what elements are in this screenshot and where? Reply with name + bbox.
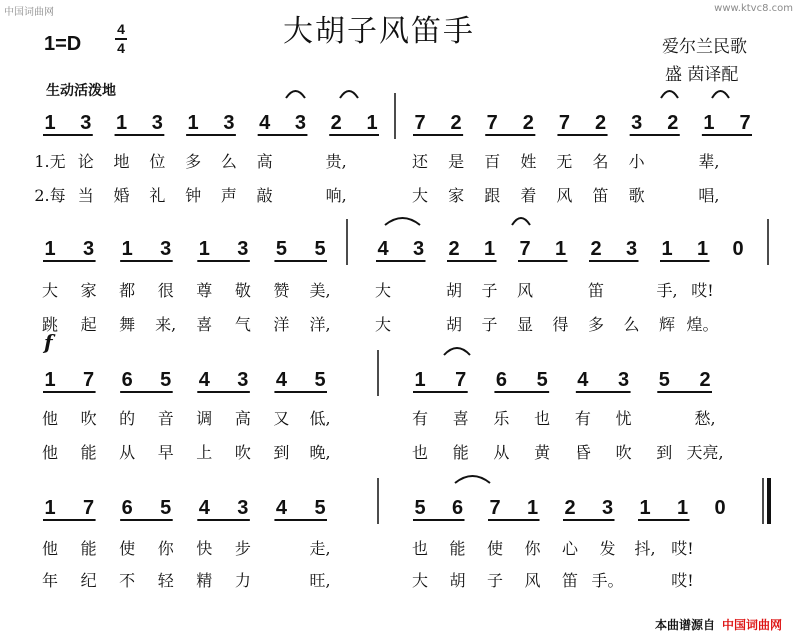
lyric-3-1-v1-2: 吹 (80, 409, 97, 428)
note-3-1-2: 7 (83, 369, 95, 391)
lyric-2-2-v1-1: 大 (374, 281, 392, 300)
note-4-2-1: 5 (414, 497, 426, 519)
lyric-2-1-v2-8: 洋, (309, 315, 331, 334)
lyric-4-1-v1-4: 你 (157, 539, 174, 558)
note-4-1-8: 5 (314, 497, 326, 519)
note-3-1-6: 3 (237, 369, 249, 391)
lyric-3-2-v1-4: 也 (534, 409, 551, 428)
lyric-4-1-v1-2: 能 (80, 539, 97, 558)
lyric-3-1-v2-1: 他 (41, 443, 59, 462)
lyric-4-2-v2-8: 哎! (671, 571, 694, 590)
note-4-1-2: 7 (83, 497, 95, 519)
note-4-2-4: 1 (526, 497, 539, 519)
lyric-3-2-v2-1: 也 (411, 443, 429, 462)
note-2-2-4: 1 (483, 238, 496, 260)
lyric-1-1-v2-9: 响, (325, 186, 347, 205)
lyric-2-1-v1-8: 美, (309, 281, 331, 300)
slur-6 (512, 218, 530, 225)
lyric-4-1-v1-1: 他 (41, 539, 59, 558)
lyric-4-2-v1-5: 心 (561, 539, 579, 558)
lyric-2-2-v1-10: 哎! (691, 281, 714, 300)
lyric-1-1-v1-5: 多 (185, 152, 202, 171)
note-2-2-5: 7 (519, 238, 531, 260)
lyric-2-1-v2-5: 喜 (196, 315, 213, 334)
note-3-1-1: 1 (44, 369, 56, 391)
note-2-2-1: 4 (377, 238, 389, 260)
time-signature-bottom: 4 (117, 40, 125, 56)
note-4-2-2: 6 (451, 497, 464, 519)
note-3-2-8: 2 (699, 369, 711, 391)
lyric-3-2-v1-1: 有 (411, 409, 429, 428)
note-1-1-1: 1 (44, 112, 56, 134)
lyric-3-1-v1-6: 高 (234, 409, 251, 428)
lyric-2-1-v1-7: 赞 (273, 281, 290, 300)
note-2-1-2: 3 (83, 238, 95, 260)
lyric-3-2-v1-5: 有 (574, 409, 591, 428)
note-4-2-8: 1 (676, 497, 689, 519)
note-3-2-7: 5 (658, 369, 670, 391)
dynamic-marking: f (44, 330, 53, 354)
note-1-2-5: 7 (558, 112, 571, 134)
lyric-3-2-v2-6: 吹 (615, 443, 632, 462)
lyric-3-1-v2-4: 早 (157, 443, 174, 462)
lyric-4-1-v2-1: 年 (41, 571, 59, 590)
lyric-3-2-v2-7: 到 (656, 443, 673, 462)
lyric-2-2-v2-8: 么 (623, 315, 640, 334)
lyric-2-2-v2-6: 得 (552, 315, 569, 334)
lyric-1-1-v2-5: 钟 (185, 186, 202, 205)
lyric-2-2-v1-7: 笛 (587, 281, 605, 300)
lyric-1-2-v2-1: 大 (411, 186, 429, 205)
lyric-3-1-v1-3: 的 (119, 409, 136, 428)
lyric-1-2-v1-3: 百 (484, 152, 501, 171)
footer-site: 中国词曲网 (722, 618, 783, 632)
lyric-3-1-v1-1: 他 (41, 409, 59, 428)
note-2-2-10: 1 (696, 238, 709, 260)
song-title: 大胡子风笛手 (283, 14, 475, 49)
note-1-2-2: 2 (450, 112, 462, 134)
lyric-1-2-v2-7: 歌 (628, 186, 645, 205)
lyric-2-2-v2-9: 辉 (658, 315, 676, 334)
note-1-1-5: 1 (187, 112, 199, 134)
note-3-1-3: 6 (121, 369, 133, 391)
lyric-3-1-v2-8: 晚, (309, 443, 331, 462)
note-3-2-4: 5 (536, 369, 548, 391)
slur-2 (340, 91, 358, 98)
lyric-4-1-v2-6: 力 (234, 571, 251, 590)
lyric-4-2-v2-5: 笛 (561, 571, 579, 590)
lyric-2-2-v1-9: 手, (656, 281, 678, 300)
note-3-1-7: 4 (275, 369, 287, 391)
note-3-2-3: 6 (495, 369, 507, 391)
lyric-1-2-v1-5: 无 (556, 152, 573, 171)
lyric-2-1-v1-3: 都 (119, 281, 136, 300)
lyric-1-2-v1-1: 还 (411, 152, 429, 171)
note-1-2-8: 2 (667, 112, 679, 134)
lyric-1-2-v1-9: 辈, (698, 152, 720, 171)
lyric-4-1-v2-4: 轻 (157, 571, 174, 590)
lyric-4-1-v1-6: 步 (234, 539, 251, 558)
note-4-1-6: 3 (237, 497, 249, 519)
lyric-1-2-v1-7: 小 (628, 152, 645, 171)
lyric-3-1-v2-3: 从 (119, 443, 136, 462)
lyric-3-2-v2-4: 黄 (534, 443, 551, 462)
lyric-1-1-v1-2: 论 (77, 152, 94, 171)
lyric-3-1-v1-8: 低, (309, 409, 331, 428)
lyric-1-1-v2-4: 礼 (149, 186, 166, 205)
lyric-2-2-v1-3: 胡 (445, 281, 463, 300)
note-1-1-4: 3 (151, 112, 163, 134)
lyric-1-2-v2-9: 唱, (698, 186, 720, 205)
lyric-2-1-v2-6: 气 (234, 315, 251, 334)
lyric-4-2-v1-7: 抖, (634, 539, 656, 558)
note-2-1-3: 1 (121, 238, 133, 260)
lyric-1-1-v2-6: 声 (220, 186, 237, 205)
lyric-3-1-v1-7: 又 (273, 409, 290, 428)
lyric-1-2-v2-4: 着 (520, 186, 537, 205)
note-3-1-5: 4 (198, 369, 210, 391)
note-2-1-4: 3 (160, 238, 172, 260)
tempo-marking: 生动活泼地 (46, 83, 116, 99)
slur-3 (661, 91, 678, 98)
lyric-3-1-v2-7: 到 (273, 443, 290, 462)
note-2-2-2: 3 (412, 238, 425, 260)
note-2-1-5: 1 (198, 238, 210, 260)
lyric-1-1-v1-6: 么 (220, 152, 237, 171)
lyric-4-2-v1-1: 也 (411, 539, 429, 558)
lyric-4-2-v2-6: 手。 (591, 571, 624, 590)
note-2-2-7: 2 (590, 238, 602, 260)
note-4-1-3: 6 (121, 497, 133, 519)
note-4-2-5: 2 (564, 497, 576, 519)
lyric-4-2-v1-6: 发 (599, 539, 616, 558)
note-1-2-4: 2 (522, 112, 534, 134)
slur-1 (286, 91, 305, 98)
origin-credit: 爱尔兰民歌 (662, 37, 747, 57)
lyric-2-1-v2-7: 洋 (273, 315, 290, 334)
lyric-3-2-v2-8: 天亮, (686, 443, 724, 462)
note-4-1-4: 5 (160, 497, 172, 519)
lyric-4-2-v2-2: 胡 (449, 571, 466, 590)
lyric-2-1-v1-5: 尊 (196, 281, 213, 300)
lyric-2-2-v2-3: 胡 (445, 315, 463, 334)
lyric-1-1-v2-1: 2.每 (34, 186, 66, 205)
note-1-2-9: 1 (703, 112, 715, 134)
note-3-2-5: 4 (577, 369, 589, 391)
lyric-2-1-v2-1: 跳 (41, 315, 59, 334)
lyric-3-1-v2-5: 上 (196, 443, 213, 462)
lyric-2-2-v2-1: 大 (374, 315, 392, 334)
note-1-2-7: 3 (631, 112, 643, 134)
lyric-3-2-v1-2: 喜 (452, 409, 469, 428)
lyric-2-1-v2-3: 舞 (119, 315, 136, 334)
lyric-1-2-v2-2: 家 (448, 186, 465, 205)
lyric-2-2-v2-4: 子 (481, 315, 498, 334)
note-4-1-1: 1 (44, 497, 56, 519)
note-1-1-2: 3 (80, 112, 92, 134)
lyric-2-1-v1-4: 很 (157, 281, 174, 300)
note-1-1-9: 2 (330, 112, 342, 134)
lyric-4-1-v2-2: 纪 (80, 571, 97, 590)
watermark-right: www.ktvc8.com (714, 3, 793, 14)
lyric-2-1-v2-2: 起 (80, 315, 97, 334)
note-2-2-8: 3 (625, 238, 638, 260)
lyric-2-2-v1-4: 子 (481, 281, 498, 300)
note-4-1-7: 4 (275, 497, 287, 519)
lyric-3-2-v1-8: 愁, (694, 409, 716, 428)
lyric-4-1-v1-8: 走, (309, 539, 331, 558)
note-2-2-9: 1 (661, 238, 673, 260)
lyric-4-2-v2-3: 子 (486, 571, 504, 590)
note-1-1-10: 1 (366, 112, 378, 134)
note-4-2-6: 3 (601, 497, 614, 519)
translator-credit: 盛 茵译配 (665, 65, 739, 85)
lyric-4-2-v1-3: 使 (486, 539, 504, 558)
lyric-2-2-v2-5: 显 (516, 315, 534, 334)
slur-4 (712, 91, 729, 98)
lyric-4-1-v2-8: 旺, (309, 571, 331, 590)
note-2-1-1: 1 (44, 238, 56, 260)
note-1-2-6: 2 (594, 112, 607, 134)
note-2-2-3: 2 (448, 238, 460, 260)
lyric-4-1-v1-3: 使 (119, 539, 136, 558)
note-1-1-8: 3 (294, 112, 307, 134)
lyric-1-2-v1-6: 名 (592, 152, 609, 171)
note-4-2-3: 7 (489, 497, 501, 519)
note-2-2-6: 1 (554, 238, 567, 260)
note-1-2-3: 7 (486, 112, 498, 134)
lyric-3-2-v1-3: 乐 (493, 409, 510, 428)
note-3-1-4: 5 (160, 369, 172, 391)
lyric-3-1-v2-6: 吹 (234, 443, 251, 462)
lyric-2-1-v1-1: 大 (41, 281, 59, 300)
key-signature: 1=D (44, 33, 82, 55)
lyric-2-2-v1-5: 风 (516, 281, 534, 300)
lyric-4-2-v1-2: 能 (449, 539, 466, 558)
lyric-1-1-v1-4: 位 (149, 152, 166, 171)
note-3-2-2: 7 (455, 369, 467, 391)
time-signature-top: 4 (117, 21, 125, 37)
slur-7 (444, 348, 470, 355)
lyric-1-1-v2-2: 当 (77, 186, 94, 205)
lyric-2-1-v1-6: 敬 (234, 281, 251, 300)
note-3-1-8: 5 (314, 369, 326, 391)
slur-5 (385, 218, 420, 225)
lyric-1-1-v1-9: 贵, (325, 152, 347, 171)
note-1-1-3: 1 (115, 112, 128, 134)
note-1-1-6: 3 (223, 112, 235, 134)
lyric-1-1-v2-7: 敲 (256, 186, 273, 205)
note-2-1-8: 5 (314, 238, 326, 260)
footer-source: 本曲谱源自 (655, 618, 716, 632)
note-2-1-6: 3 (237, 238, 249, 260)
lyric-4-2-v1-8: 哎! (671, 539, 694, 558)
lyric-4-1-v1-5: 快 (196, 539, 213, 558)
lyric-3-2-v2-2: 能 (452, 443, 469, 462)
lyric-3-2-v2-3: 从 (493, 443, 510, 462)
lyric-3-1-v1-4: 音 (157, 409, 174, 428)
lyric-1-1-v1-7: 高 (256, 152, 273, 171)
note-4-2-9: 0 (714, 497, 726, 519)
lyric-3-1-v1-5: 调 (196, 409, 213, 428)
note-4-2-7: 1 (639, 497, 651, 519)
lyric-1-2-v1-2: 是 (448, 152, 465, 171)
lyric-3-2-v2-5: 昏 (574, 443, 591, 462)
note-1-2-1: 7 (414, 112, 426, 134)
watermark-left: 中国词曲网 (4, 7, 54, 18)
lyric-1-1-v1-1: 1.无 (34, 152, 66, 171)
lyric-1-2-v1-4: 姓 (520, 152, 537, 171)
note-3-2-6: 3 (618, 369, 630, 391)
lyric-2-1-v2-4: 来, (155, 315, 177, 334)
lyric-2-2-v2-10: 煌。 (686, 315, 719, 334)
lyric-4-2-v2-1: 大 (411, 571, 429, 590)
lyric-3-1-v2-2: 能 (80, 443, 97, 462)
note-4-1-5: 4 (198, 497, 210, 519)
lyric-1-2-v2-3: 跟 (484, 186, 501, 205)
note-2-1-7: 5 (275, 238, 287, 260)
lyric-1-1-v2-3: 婚 (113, 186, 130, 205)
lyric-1-2-v2-6: 笛 (592, 186, 609, 205)
note-2-2-11: 0 (732, 238, 744, 260)
note-3-2-1: 1 (414, 369, 426, 391)
lyric-4-2-v1-4: 你 (524, 539, 541, 558)
lyric-4-2-v2-4: 风 (524, 571, 541, 590)
lyric-3-2-v1-6: 忧 (615, 409, 632, 428)
lyric-2-1-v1-2: 家 (80, 281, 97, 300)
lyric-1-2-v2-5: 风 (556, 186, 573, 205)
lyric-4-1-v2-5: 精 (196, 571, 213, 590)
lyric-4-1-v2-3: 不 (119, 571, 136, 590)
lyric-1-1-v1-3: 地 (113, 152, 130, 171)
note-1-2-10: 7 (739, 112, 751, 134)
slur-8 (455, 476, 490, 483)
lyric-2-2-v2-7: 多 (587, 315, 605, 334)
note-1-1-7: 4 (259, 112, 271, 134)
